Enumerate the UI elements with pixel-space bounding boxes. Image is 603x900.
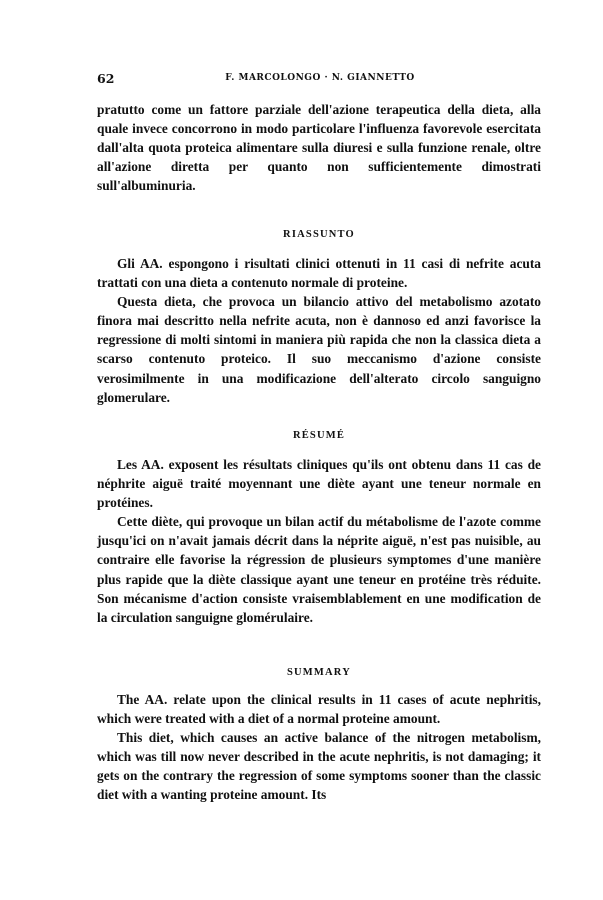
page-header: [97, 71, 543, 87]
resume-paragraph-1: Les AA. exposent les résultats cliniques qu'ils ont obtenu dans 11 cas de néphrite aiguë traité moyennant une diète ayant une teneur normale en protéines.: [97, 457, 541, 511]
riassunto-block: [97, 254, 541, 407]
summary-paragraph-1: The AA. relate upon the clinical results in 11 cases of acute nephritis, which were treated with a diet of a normal proteine amount.: [97, 692, 541, 727]
page-number: 62: [97, 71, 115, 86]
riassunto-title: RIASSUNTO: [283, 229, 355, 240]
intro-block: [97, 100, 541, 195]
summary-title: SUMMARY: [286, 667, 352, 678]
resume-block: [97, 455, 541, 627]
summary-paragraph-2: This diet, which causes an active balance of the nitrogen metabolism, which was till now never described in the acute nephritis, is not damaging; it gets on the contrary the regression of some symptoms sooner than the classic diet with a wanting proteine amount. Its: [97, 730, 541, 803]
riassunto-paragraph-2: Questa dieta, che provoca un bilancio attivo del metabolismo azotato finora mai descritto nella nefrite acuta, non è dannoso ed anzi favorisce la regressione di molti sintomi in maniera più rapida che non la classica dieta a scarso contenuto proteico. Il suo meccanismo d'azione consiste verosimilmente in una modificazione dell'alterato circolo sanguigno glomerulare.: [97, 294, 541, 405]
running-head: F. MARCOLONGO · N. GIANNETTO: [225, 73, 415, 83]
riassunto-paragraph-1: Gli AA. espongono i risultati clinici ottenuti in 11 casi di nefrite acuta trattati con una dieta a contenuto normale di proteine.: [97, 256, 541, 291]
resume-paragraph-2: Cette diète, qui provoque un bilan actif du métabolisme de l'azote comme jusqu'ici on n'avait jamais décrit dans la néprite aiguë, n'est pas nuisible, au contraire elle favorise la régression de plusieurs symptomes d'une manière plus rapide que la diète classique ayant une teneur en protéine très réduite. Son mécanisme d'action consiste vraisemblablement en une modification de la circulation sanguigne glomérulaire.: [97, 514, 541, 625]
intro-paragraph: pratutto come un fattore parziale dell'azione terapeutica della dieta, alla quale invece concorrono in modo particolare l'influenza favorevole esercitata dall'alta quota proteica alimentare sulla diuresi e sulla funzione renale, oltre all'azione diretta per quanto non sufficientemente dimostrati sull'albuminuria.: [97, 102, 541, 194]
resume-title: RÉSUMÉ: [292, 430, 346, 441]
summary-block: [97, 690, 541, 805]
